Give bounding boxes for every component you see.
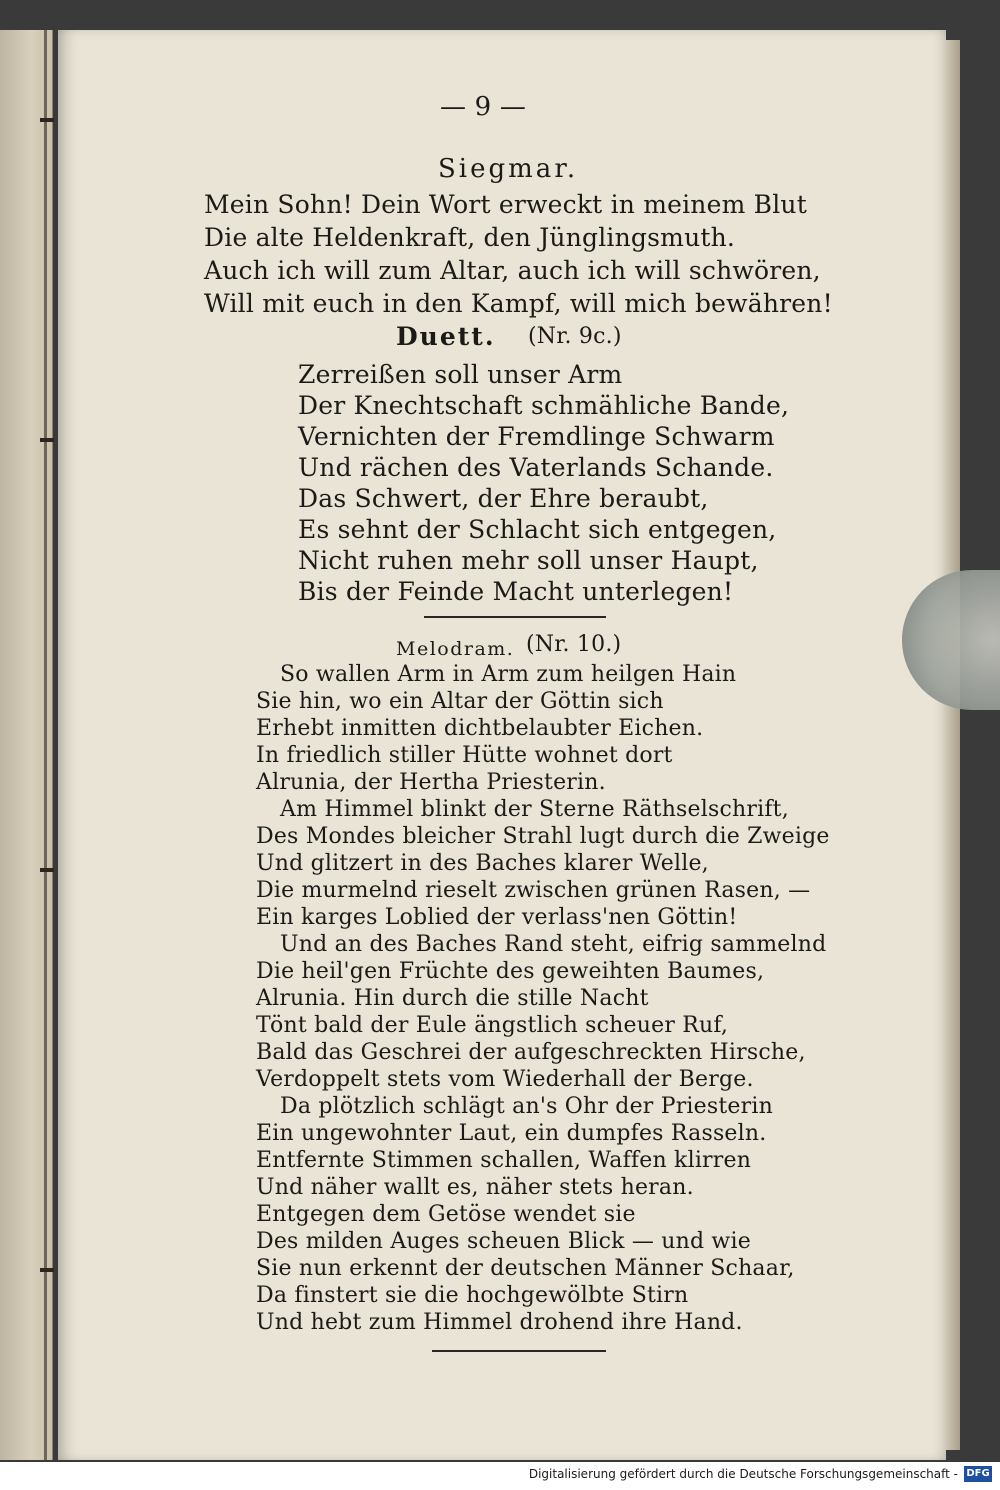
prose-line: Und näher wallt es, näher stets heran.	[256, 1175, 694, 1200]
verse-line: Der Knechtschaft schmähliche Bande,	[298, 391, 790, 420]
prose-line: Verdoppelt stets vom Wiederhall der Berge.	[256, 1067, 754, 1092]
verse-line: Nicht ruhen mehr soll unser Haupt,	[298, 546, 759, 575]
prose-line: Entfernte Stimmen schallen, Waffen klirren	[256, 1148, 752, 1173]
book-spine	[44, 30, 47, 1460]
binding-stitch	[40, 868, 54, 872]
melodram-heading: Melodram.	[396, 638, 515, 660]
prose-line: Alrunia, der Hertha Priesterin.	[256, 770, 606, 795]
speaker-heading: Siegmar.	[438, 154, 579, 184]
prose-line: Sie hin, wo ein Altar der Göttin sich	[256, 689, 664, 714]
prose-line: Des milden Auges scheuen Blick — und wie	[256, 1229, 751, 1254]
melodram-number: (Nr. 10.)	[526, 632, 622, 657]
prose-line: Tönt bald der Eule ängstlich scheuer Ruf,	[256, 1013, 729, 1038]
prose-line: Da finstert sie die hochgewölbte Stirn	[256, 1283, 689, 1308]
prose-line: Alrunia. Hin durch die stille Nacht	[256, 986, 649, 1011]
prose-line: Bald das Geschrei der aufgeschreckten Hirsche,	[256, 1040, 806, 1065]
verse-line: Bis der Feinde Macht unterlegen!	[298, 577, 734, 606]
prose-line: Und glitzert in des Baches klarer Welle,	[256, 851, 709, 876]
page-number: — 9 —	[440, 92, 527, 122]
duett-heading: Duett.	[396, 322, 496, 351]
prose-line: Da plötzlich schlägt an's Ohr der Priesterin	[280, 1094, 773, 1119]
prose-line: In friedlich stiller Hütte wohnet dort	[256, 743, 673, 768]
prose-line: Am Himmel blinkt der Sterne Räthselschrift,	[280, 797, 789, 822]
prose-line: Sie nun erkennt der deutschen Männer Schaar,	[256, 1256, 795, 1281]
section-divider	[424, 616, 606, 618]
closing-divider	[432, 1350, 606, 1352]
verse-line: Es sehnt der Schlacht sich entgegen,	[298, 515, 777, 544]
binding-stitch	[40, 1268, 54, 1272]
prose-line: Des Mondes bleicher Strahl lugt durch die Zweige	[256, 824, 830, 849]
verse-line: Und rächen des Vaterlands Schande.	[298, 453, 774, 482]
prose-line: Erhebt inmitten dichtbelaubter Eichen.	[256, 716, 704, 741]
dfg-logo-icon: DFG	[964, 1466, 992, 1482]
prose-line: Und hebt zum Himmel drohend ihre Hand.	[256, 1310, 743, 1335]
prose-line: Die heil'gen Früchte des geweihten Baumes,	[256, 959, 765, 984]
duett-number: (Nr. 9c.)	[528, 324, 622, 349]
prose-line: Die murmelnd rieselt zwischen grünen Rasen, —	[256, 878, 811, 903]
binding-stitch	[40, 118, 54, 122]
verse-line: Auch ich will zum Altar, auch ich will schwören,	[204, 256, 821, 285]
verse-line: Mein Sohn! Dein Wort erweckt in meinem Blut	[204, 190, 807, 219]
prose-line: Ein karges Loblied der verlass'nen Göttin!	[256, 905, 738, 930]
binding-stitch	[40, 438, 54, 442]
verse-line: Will mit euch in den Kampf, will mich bewähren!	[204, 289, 833, 318]
verse-line: Das Schwert, der Ehre beraubt,	[298, 484, 709, 513]
verse-line: Vernichten der Fremdlinge Schwarm	[298, 422, 775, 451]
verse-line: Die alte Heldenkraft, den Jünglingsmuth.	[204, 223, 736, 252]
prose-line: Entgegen dem Getöse wendet sie	[256, 1202, 636, 1227]
verse-line: Zerreißen soll unser Arm	[298, 360, 623, 389]
page-fore-edge	[946, 40, 960, 1450]
prose-line: Und an des Baches Rand steht, eifrig sammelnd	[280, 932, 827, 957]
book-page	[58, 30, 946, 1460]
prose-line: Ein ungewohnter Laut, ein dumpfes Rasseln.	[256, 1121, 767, 1146]
footer-credit: Digitalisierung gefördert durch die Deutsche Forschungsgemeinschaft -	[528, 1467, 958, 1481]
prose-line: So wallen Arm in Arm zum heilgen Hain	[280, 662, 737, 687]
